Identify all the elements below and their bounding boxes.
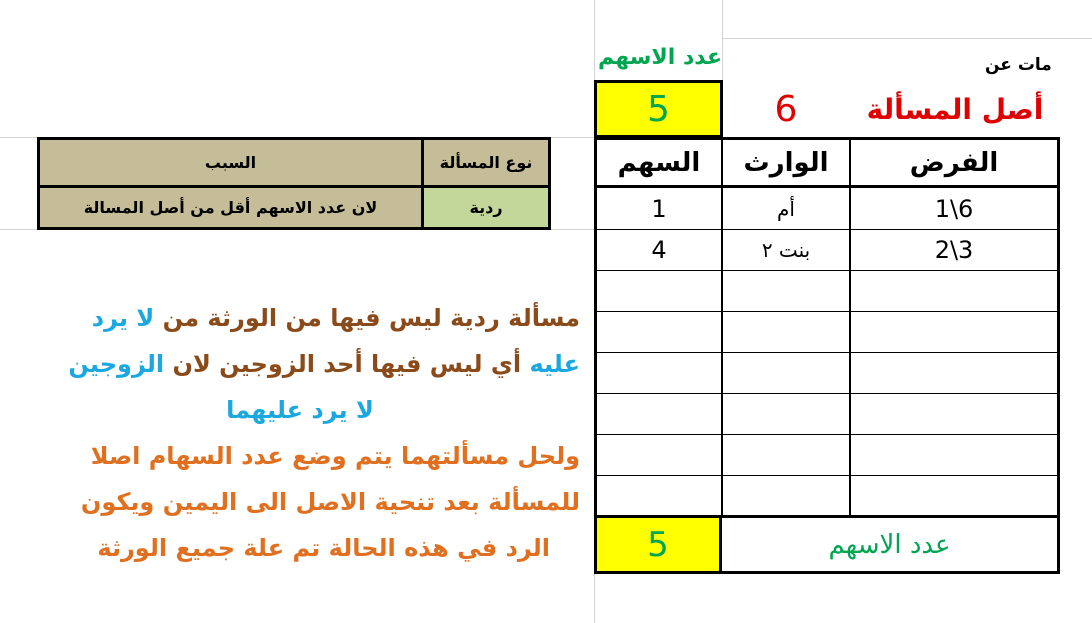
shares-total-value: 5 bbox=[647, 88, 670, 130]
row2-fraction[interactable] bbox=[851, 230, 1057, 270]
explanation-line-4: ولحل مسألتهما يتم وضع عدد السهام اصلا bbox=[90, 442, 580, 470]
type-header-reason-label: السبب bbox=[204, 153, 257, 172]
explanation-line-2 bbox=[20, 341, 580, 387]
row-line-2 bbox=[597, 270, 1057, 271]
died-about-label: مات عن bbox=[985, 55, 1052, 75]
row-line-3 bbox=[597, 311, 1057, 312]
explanation-line-3: لا يرد عليهما bbox=[226, 396, 374, 424]
row2-fraction-value: 2\3 bbox=[934, 236, 974, 264]
header-shares[interactable] bbox=[597, 140, 721, 185]
type-header-type[interactable] bbox=[424, 140, 548, 185]
explanation-line-6: الرد في هذه الحالة تم علة جميع الورثة bbox=[97, 534, 550, 562]
header-share-fraction-label: الفرض bbox=[909, 147, 999, 178]
footer-shares-label-cell[interactable] bbox=[722, 518, 1057, 571]
origin-label: أصل المسألة bbox=[866, 92, 1044, 126]
footer-shares-label: عدد الاسهم bbox=[828, 529, 951, 560]
row2-heir-value: بنت ٢ bbox=[761, 238, 811, 262]
explanation-line-5: للمسألة بعد تنحية الاصل الى اليمين ويكون bbox=[80, 488, 580, 516]
explanation-line-1 bbox=[20, 295, 580, 341]
row1-shares-value: 1 bbox=[651, 194, 667, 223]
row1-heir-value: أم bbox=[777, 196, 795, 221]
footer-shares-total-cell[interactable] bbox=[597, 518, 722, 571]
row2-shares-value: 4 bbox=[651, 236, 667, 264]
explanation-line-1-b: لا يرد bbox=[91, 304, 155, 332]
type-value-cell[interactable] bbox=[424, 188, 548, 227]
gridline-h1 bbox=[722, 38, 1092, 39]
row1-shares[interactable] bbox=[597, 188, 721, 229]
gridline-v2 bbox=[722, 0, 723, 80]
explanation-line-2-a: عليه bbox=[529, 350, 580, 378]
row1-fraction-value: 1\6 bbox=[934, 194, 974, 223]
origin-value: 6 bbox=[774, 88, 798, 130]
origin-value-cell[interactable] bbox=[722, 80, 850, 138]
row-line-7 bbox=[597, 475, 1057, 476]
footer-shares-total-value: 5 bbox=[647, 524, 669, 565]
header-shares-label: السهم bbox=[617, 147, 701, 178]
row2-heir[interactable] bbox=[723, 230, 849, 270]
explanation-line-2-c: الزوجين bbox=[68, 350, 165, 378]
shares-total-cell[interactable] bbox=[594, 80, 723, 138]
header-share-fraction[interactable] bbox=[851, 140, 1057, 185]
explanation-line-2-b: أي ليس فيها أحد الزوجين لان bbox=[164, 350, 530, 378]
header-heir-label: الوارث bbox=[743, 147, 829, 178]
row-line-5 bbox=[597, 393, 1057, 394]
explanation-block bbox=[20, 295, 580, 571]
row1-fraction[interactable] bbox=[851, 188, 1057, 229]
type-header-type-label: نوع المسألة bbox=[439, 153, 533, 172]
type-reason-value: لان عدد الاسهم أقل من أصل المسالة bbox=[83, 198, 378, 217]
row1-heir[interactable] bbox=[723, 188, 849, 229]
row2-shares[interactable] bbox=[597, 230, 721, 270]
row-line-4 bbox=[597, 352, 1057, 353]
type-header-reason[interactable] bbox=[40, 140, 421, 185]
header-heir[interactable] bbox=[723, 140, 849, 185]
shares-count-label-top: عدد الاسهم bbox=[598, 45, 723, 70]
type-reason-cell[interactable] bbox=[40, 188, 421, 227]
row-line-6 bbox=[597, 434, 1057, 435]
explanation-line-1-a: مسألة ردية ليس فيها من الورثة من bbox=[154, 304, 580, 332]
type-value: ردية bbox=[469, 198, 503, 217]
origin-label-cell[interactable] bbox=[850, 80, 1060, 138]
